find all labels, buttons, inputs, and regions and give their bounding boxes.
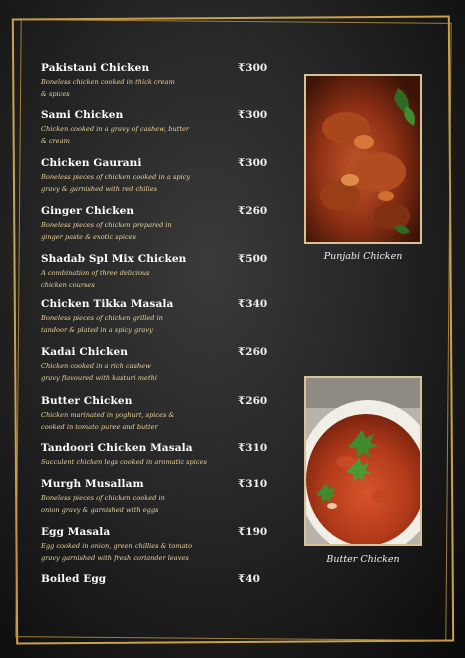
curry-dish-image (306, 76, 420, 242)
dish-name: Tandoori Chicken Masala (41, 442, 193, 454)
dish-price: ₹260 (238, 395, 268, 407)
dish-name: Shadab Spl Mix Chicken (41, 253, 187, 265)
dish-description: Boneless pieces of chicken grilled in tandoor & plated in a spicy gravy (41, 314, 163, 334)
dish-description: Boneless pieces of chicken cooked in onion gravy & garnished with eggs (41, 494, 165, 514)
menu-item (41, 526, 266, 564)
dish-price: ₹340 (238, 298, 268, 310)
menu-item (41, 395, 266, 433)
menu-item (41, 298, 266, 336)
dish-description: Chicken cooked in a gravy of cashew, butter & cream (41, 125, 190, 145)
dish-description: Boneless pieces of chicken prepared in ginger paste & exotic spices (41, 221, 172, 241)
butter-chicken-image (306, 378, 420, 544)
dish-name: Egg Masala (41, 526, 111, 538)
menu-item (41, 109, 266, 147)
butter-chicken-photo (304, 376, 422, 546)
photo-caption-bottom: Butter Chicken (326, 554, 400, 565)
dish-description: A combination of three delicious chicken courses (41, 269, 150, 289)
menu-item (41, 573, 266, 585)
punjabi-chicken-photo (304, 74, 422, 244)
dish-description: Chicken cooked in a rich cashew gravy flavoured with kasturi methi (41, 362, 157, 382)
dish-description: Boneless chicken cooked in thick cream & spices (41, 78, 175, 98)
dish-name: Murgh Musallam (41, 478, 144, 490)
menu-item (41, 478, 266, 516)
dish-description: Succulent chicken legs cooked in aromatic spices (41, 458, 207, 466)
dish-name: Kadai Chicken (41, 346, 128, 358)
menu-item (41, 442, 266, 469)
dish-price: ₹310 (238, 442, 268, 454)
dish-name: Sami Chicken (41, 109, 124, 121)
menu-item (41, 62, 266, 100)
dish-price: ₹310 (238, 478, 268, 490)
dish-price: ₹260 (238, 346, 268, 358)
dish-price: ₹40 (238, 573, 260, 585)
dish-name: Chicken Gaurani (41, 157, 142, 169)
dish-description: Chicken marinated in yoghurt, spices & cooked in tomato puree and butter (41, 411, 175, 431)
photo-caption-top: Punjabi Chicken (323, 251, 403, 262)
menu-item (41, 157, 266, 195)
dish-name: Pakistani Chicken (41, 62, 150, 74)
dish-price: ₹500 (238, 253, 268, 265)
dish-description: Egg cooked in onion, green chillies & tomato gravy garnished with fresh coriander leaves (41, 542, 193, 562)
dish-description: Boneless pieces of chicken cooked in a spicy gravy & garnished with red chilies (41, 173, 191, 193)
dish-name: Boiled Egg (41, 573, 107, 585)
menu-item (41, 346, 266, 384)
dish-name: Ginger Chicken (41, 205, 135, 217)
dish-name: Butter Chicken (41, 395, 133, 407)
dish-price: ₹300 (238, 62, 268, 74)
dish-name: Chicken Tikka Masala (41, 298, 174, 310)
dish-price: ₹300 (238, 109, 268, 121)
dish-price: ₹260 (238, 205, 268, 217)
dish-price: ₹190 (238, 526, 268, 538)
menu-item (41, 253, 266, 291)
menu-item (41, 205, 266, 243)
dish-price: ₹300 (238, 157, 268, 169)
